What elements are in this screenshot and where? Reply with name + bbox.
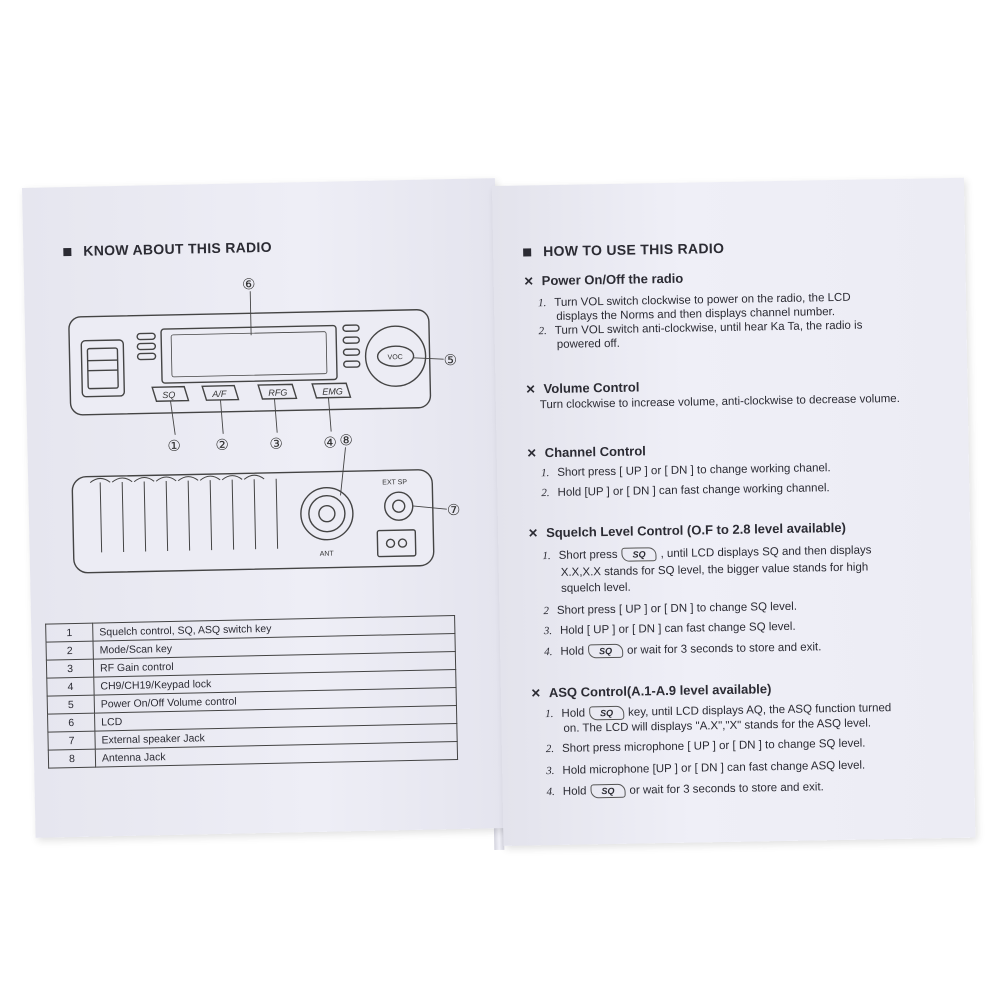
asq-line-1b: on. The LCD will displays "A.X","X" stands for the ASQ level. — [563, 717, 872, 735]
ant-label: ANT — [319, 550, 334, 558]
asq-title — [531, 681, 772, 700]
table-cell-num: 3 — [46, 659, 93, 678]
table-cell-desc: Antenna Jack — [95, 742, 457, 768]
table-cell-num: 5 — [47, 695, 94, 714]
squelch-line-1 — [542, 543, 871, 563]
left-heading — [63, 239, 272, 259]
asq-text-2: Short press microphone [ UP ] or [ DN ] to change SQ level. — [561, 737, 866, 755]
squelch-text-1-post: , until LCD displays SQ and then displays — [660, 544, 872, 561]
squelch-text-4-post: or wait for 3 seconds to store and exit. — [626, 641, 822, 657]
power-title — [524, 271, 684, 289]
asq-text-4-post: or wait for 3 seconds to store and exit. — [629, 781, 824, 797]
table-cell-num: 8 — [48, 749, 95, 768]
bullet-square-icon — [63, 248, 71, 256]
squelch-text-1-pre: Short press — [558, 548, 618, 562]
asq-text-1-pre: Hold — [561, 707, 586, 720]
volume-title-text: Volume Control — [543, 379, 640, 397]
voc-knob-label: VOC — [387, 354, 403, 362]
right-page — [492, 178, 975, 846]
cross-mark-icon: ✕ — [530, 686, 542, 701]
cross-mark-icon: ✕ — [527, 526, 539, 541]
table-cell-desc: Squelch control, SQ, ASQ switch key — [93, 616, 455, 642]
callout-6: ⑥ — [241, 275, 256, 294]
squelch-text-2: Short press [ UP ] or [ DN ] to change SQ level. — [556, 600, 798, 617]
squelch-line-1b: X.X,X.X stands for SQ level, the bigger value stands for high — [560, 561, 869, 579]
cross-mark-icon: ✕ — [523, 274, 534, 289]
list-number: 1. — [542, 550, 551, 563]
list-number: 2. — [538, 325, 547, 338]
af-button-label: A/F — [212, 388, 227, 400]
callout-7: ⑦ — [446, 500, 461, 520]
list-number: 3. — [546, 764, 555, 778]
squelch-text-3: Hold [ UP ] or [ DN ] can fast change SQ level. — [559, 620, 796, 637]
right-heading-text: HOW TO USE THIS RADIO — [543, 239, 725, 260]
sq-key-icon: SQ — [588, 644, 623, 659]
left-heading-text: KNOW ABOUT THIS RADIO — [83, 238, 273, 259]
power-line-2b: powered off. — [556, 337, 620, 351]
rear-panel — [72, 469, 434, 573]
squelch-title-text: Squelch Level Control (O.F to 2.8 level available) — [545, 519, 847, 541]
rfg-button-label: RFG — [268, 387, 288, 398]
asq-text-4-pre: Hold — [562, 785, 587, 798]
right-heading — [523, 240, 724, 260]
sq-key-icon: SQ — [590, 784, 625, 799]
list-number: 1. — [540, 467, 550, 480]
sq-button-label: SQ — [162, 389, 176, 401]
list-number: 4. — [544, 646, 553, 659]
channel-text-1: Short press [ UP ] or [ DN ] to change working chanel. — [557, 462, 831, 479]
list-number: 1. — [537, 297, 547, 310]
table-cell-num: 6 — [48, 713, 95, 732]
table-cell-desc: Power On/Off Volume control — [94, 688, 456, 714]
channel-line-1 — [541, 462, 831, 479]
spec-table — [45, 615, 458, 769]
asq-line-4 — [546, 780, 823, 799]
asq-text-3: Hold microphone [UP ] or [ DN ] can fast change ASQ level. — [562, 759, 866, 777]
callout-3: ③ — [269, 434, 284, 453]
asq-title-text: ASQ Control(A.1-A.9 level available) — [548, 681, 772, 701]
table-cell-num: 2 — [46, 641, 93, 660]
asq-text-1-post: key, until LCD displays AQ, the ASQ function turned — [628, 702, 892, 719]
table-cell-desc: LCD — [95, 706, 457, 732]
cross-mark-icon: ✕ — [526, 446, 537, 461]
squelch-title — [528, 520, 846, 541]
asq-line-3 — [546, 760, 865, 778]
cross-mark-icon: ✕ — [525, 382, 536, 397]
channel-title-text: Channel Control — [544, 443, 646, 461]
list-number: 2. — [541, 487, 550, 500]
list-number: 3. — [543, 625, 553, 638]
emg-button-label: EMG — [322, 386, 343, 397]
left-page — [22, 178, 509, 838]
radio-diagram — [60, 257, 467, 605]
list-number: 1. — [545, 708, 554, 721]
power-text-2a: Turn VOL switch anti-clockwise, until hear Ka Ta, the radio is — [554, 319, 863, 337]
bullet-square-icon — [523, 249, 531, 257]
channel-line-2 — [541, 482, 830, 499]
squelch-line-2 — [543, 601, 797, 617]
squelch-line-3 — [544, 621, 796, 637]
power-text-1a: Turn VOL switch clockwise to power on the radio, the LCD — [554, 291, 851, 309]
table-cell-desc: CH9/CH19/Keypad lock — [94, 670, 456, 696]
power-title-text: Power On/Off the radio — [541, 270, 684, 289]
table-cell-num: 1 — [46, 623, 93, 642]
list-number: 2 — [543, 605, 550, 618]
power-line-1b: displays the Norms and then displays channel number. — [556, 306, 836, 323]
callout-8: ⑧ — [339, 431, 353, 450]
volume-line-1: Turn clockwise to increase volume, anti-clockwise to decrease volume. — [539, 392, 900, 412]
callout-2: ② — [215, 435, 230, 455]
ext-sp-label: EXT SP — [382, 479, 408, 487]
table-cell-desc: External speaker Jack — [95, 724, 457, 750]
channel-text-2: Hold [UP ] or [ DN ] can fast change working channel. — [557, 482, 830, 499]
table-cell-desc: Mode/Scan key — [93, 634, 455, 660]
sq-key-icon: SQ — [621, 547, 656, 562]
callout-4: ④ — [323, 433, 338, 452]
table-cell-desc: RF Gain control — [93, 652, 455, 678]
squelch-line-1c: squelch level. — [560, 581, 631, 595]
callout-5: ⑤ — [443, 350, 458, 370]
volume-title — [525, 379, 639, 396]
list-number: 2. — [545, 743, 555, 756]
squelch-line-4 — [544, 640, 821, 659]
squelch-text-4-pre: Hold — [560, 645, 585, 658]
callout-1: ① — [167, 436, 182, 456]
list-number: 4. — [546, 785, 555, 799]
table-cell-num: 7 — [48, 731, 95, 750]
sq-key-icon: SQ — [589, 706, 624, 721]
channel-title — [527, 443, 646, 460]
front-panel — [69, 310, 431, 416]
asq-line-2 — [546, 738, 866, 756]
table-cell-num: 4 — [47, 677, 94, 696]
